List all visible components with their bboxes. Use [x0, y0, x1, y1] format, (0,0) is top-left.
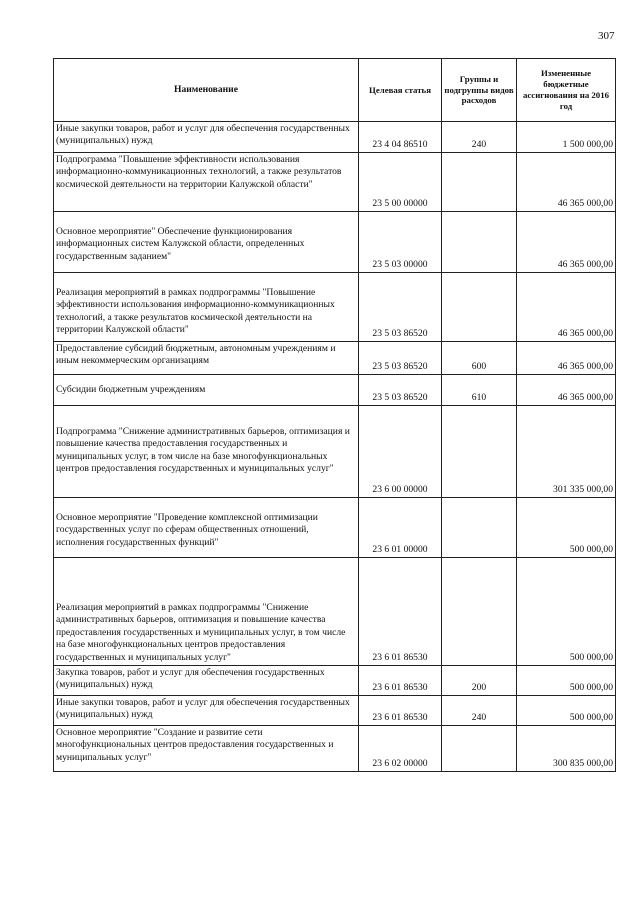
table-row [54, 375, 616, 406]
row-name: Основное мероприятие" Обеспечение функционирования информационных систем Калужской области, определенных государственным заданием" [54, 212, 359, 273]
header-amount: Измененные бюджетные ассигнования на 2016 год [517, 59, 616, 122]
row-group: 240 [442, 122, 517, 153]
row-name: Субсидии бюджетным учреждениям [54, 375, 359, 406]
table-row [54, 558, 616, 666]
row-name: Реализация мероприятий в рамках подпрограммы "Снижение административных барьеров, оптимизация и повышение качества предоставления государственных и муниципальных услуг, в том числе на базе многофункциональных центров предоставления государственных и муниципальных услуг" [54, 558, 359, 666]
row-amount: 500 000,00 [517, 666, 616, 696]
row-group [442, 273, 517, 342]
row-article: 23 5 03 00000 [359, 212, 442, 273]
row-amount: 46 365 000,00 [517, 273, 616, 342]
row-amount: 500 000,00 [517, 558, 616, 666]
row-group [442, 212, 517, 273]
row-article: 23 5 03 86520 [359, 375, 442, 406]
row-amount: 300 835 000,00 [517, 726, 616, 772]
table-row [54, 212, 616, 273]
row-group: 610 [442, 375, 517, 406]
row-article: 23 6 01 86530 [359, 696, 442, 726]
row-amount: 46 365 000,00 [517, 375, 616, 406]
row-article: 23 6 02 00000 [359, 726, 442, 772]
row-article: 23 4 04 86510 [359, 122, 442, 153]
header-group: Группы и подгруппы видов расходов [442, 59, 517, 122]
header-article: Целевая статья [359, 59, 442, 122]
row-article: 23 5 03 86520 [359, 273, 442, 342]
table-row [54, 122, 616, 153]
row-group [442, 153, 517, 212]
row-name: Иные закупки товаров, работ и услуг для обеспечения государственных (муниципальных) нужд [54, 122, 359, 153]
row-article: 23 6 01 00000 [359, 498, 442, 558]
row-name: Реализация мероприятий в рамках подпрограммы "Повышение эффективности использования информационно-коммуникационных технологий, а также результатов космической деятельности на территории Калужской области" [54, 273, 359, 342]
table-row [54, 273, 616, 342]
table-row [54, 696, 616, 726]
row-amount: 46 365 000,00 [517, 153, 616, 212]
header-name: Наименование [54, 59, 359, 122]
table-row [54, 342, 616, 375]
row-article: 23 6 00 00000 [359, 406, 442, 498]
page-number: 307 [598, 30, 615, 42]
row-article: 23 5 00 00000 [359, 153, 442, 212]
table-row [54, 153, 616, 212]
row-name: Основное мероприятие "Проведение комплексной оптимизации государственных услуг по сферам общественных отношений, исполнения государственных функций" [54, 498, 359, 558]
row-amount: 301 335 000,00 [517, 406, 616, 498]
row-amount: 46 365 000,00 [517, 212, 616, 273]
row-name: Подпрограмма "Снижение административных барьеров, оптимизация и повышение качества предоставления государственных и муниципальных услуг, в том числе на базе многофункциональных центров предоставления государственных и муниципальных услуг" [54, 406, 359, 498]
row-group: 200 [442, 666, 517, 696]
table-row [54, 498, 616, 558]
row-name: Иные закупки товаров, работ и услуг для обеспечения государственных (муниципальных) нужд [54, 696, 359, 726]
row-name: Подпрограмма "Повышение эффективности использования информационно-коммуникационных технологий, а также результатов космической деятельности на территории Калужской области" [54, 153, 359, 212]
row-group [442, 558, 517, 666]
row-amount: 500 000,00 [517, 498, 616, 558]
row-article: 23 6 01 86530 [359, 666, 442, 696]
table-header-row [54, 59, 616, 122]
row-group [442, 406, 517, 498]
row-name: Закупка товаров, работ и услуг для обеспечения государственных (муниципальных) нужд [54, 666, 359, 696]
row-group [442, 726, 517, 772]
row-name: Основное мероприятие "Создание и развитие сети многофункциональных центров предоставления государственных и муниципальных услуг" [54, 726, 359, 772]
budget-table [53, 58, 616, 772]
row-group: 600 [442, 342, 517, 375]
row-article: 23 6 01 86530 [359, 558, 442, 666]
row-amount: 1 500 000,00 [517, 122, 616, 153]
row-group [442, 498, 517, 558]
table-row [54, 406, 616, 498]
table-row [54, 726, 616, 772]
row-amount: 500 000,00 [517, 696, 616, 726]
table-row [54, 666, 616, 696]
row-article: 23 5 03 86520 [359, 342, 442, 375]
row-name: Предоставление субсидий бюджетным, автономным учреждениям и иным некоммерческим организациям [54, 342, 359, 375]
row-group: 240 [442, 696, 517, 726]
row-amount: 46 365 000,00 [517, 342, 616, 375]
